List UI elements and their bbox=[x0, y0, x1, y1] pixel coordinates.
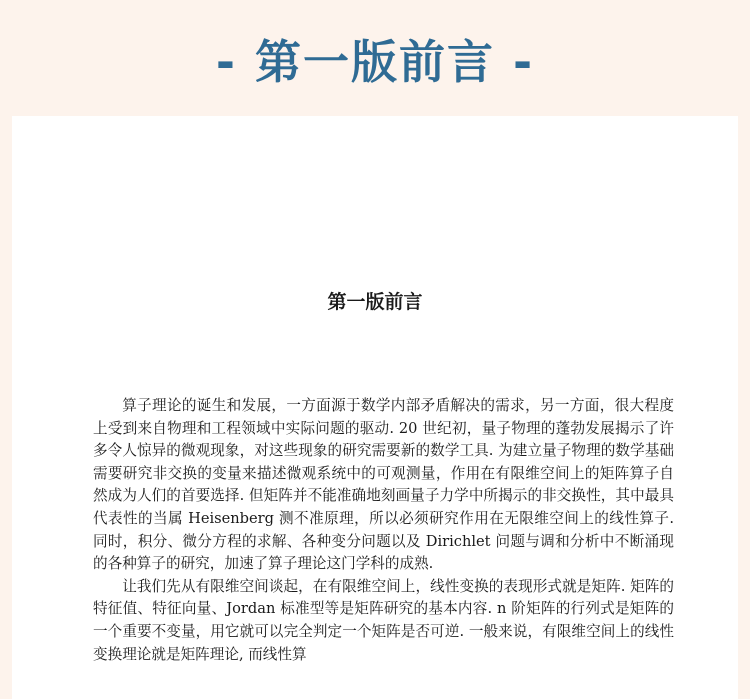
paragraph: 算子理论的诞生和发展，一方面源于数学内部矛盾解决的需求，另一方面，很大程度上受到来自物理和工程领域中实际问题的驱动. 20 世纪初，量子物理的蓬勃发展揭示了许多令人惊异的微观现象，对这些现象的研究需要新的数学工具. 为建立量子物理的数学基础需要研究非交换的变量来描述微观系统中的可观测量，作用在有限维空间上的矩阵算子自然成为人们的首要选择. 但矩阵并不能准确地刻画量子力学中所揭示的非交换性，其中最具代表性的当属 Heisenberg 测不准原理，所以必须研究作用在无限维空间上的线性算子. 同时，积分、微分方程的求解、各种变分问题以及 Dirichlet 问题与调和分析中不断涌现的各种算子的研究，加速了算子理论这门学科的成熟. bbox=[93, 397, 674, 573]
banner-title: - 第一版前言 - bbox=[215, 35, 535, 89]
page-heading: 第一版前言 bbox=[327, 291, 423, 313]
document-page bbox=[12, 116, 738, 699]
body-text bbox=[93, 395, 674, 666]
paragraph: 让我们先从有限维空间谈起，在有限维空间上，线性变换的表现形式就是矩阵. 矩阵的特征值、特征向量、Jordan 标准型等是矩阵研究的基本内容. n 阶矩阵的行列式是矩阵的一个重要不变量，用它就可以完全判定一个矩阵是否可逆. 一般来说，有限维空间上的线性变换理论就是矩阵理论, 而线性算 bbox=[93, 577, 674, 663]
banner bbox=[0, 0, 750, 116]
